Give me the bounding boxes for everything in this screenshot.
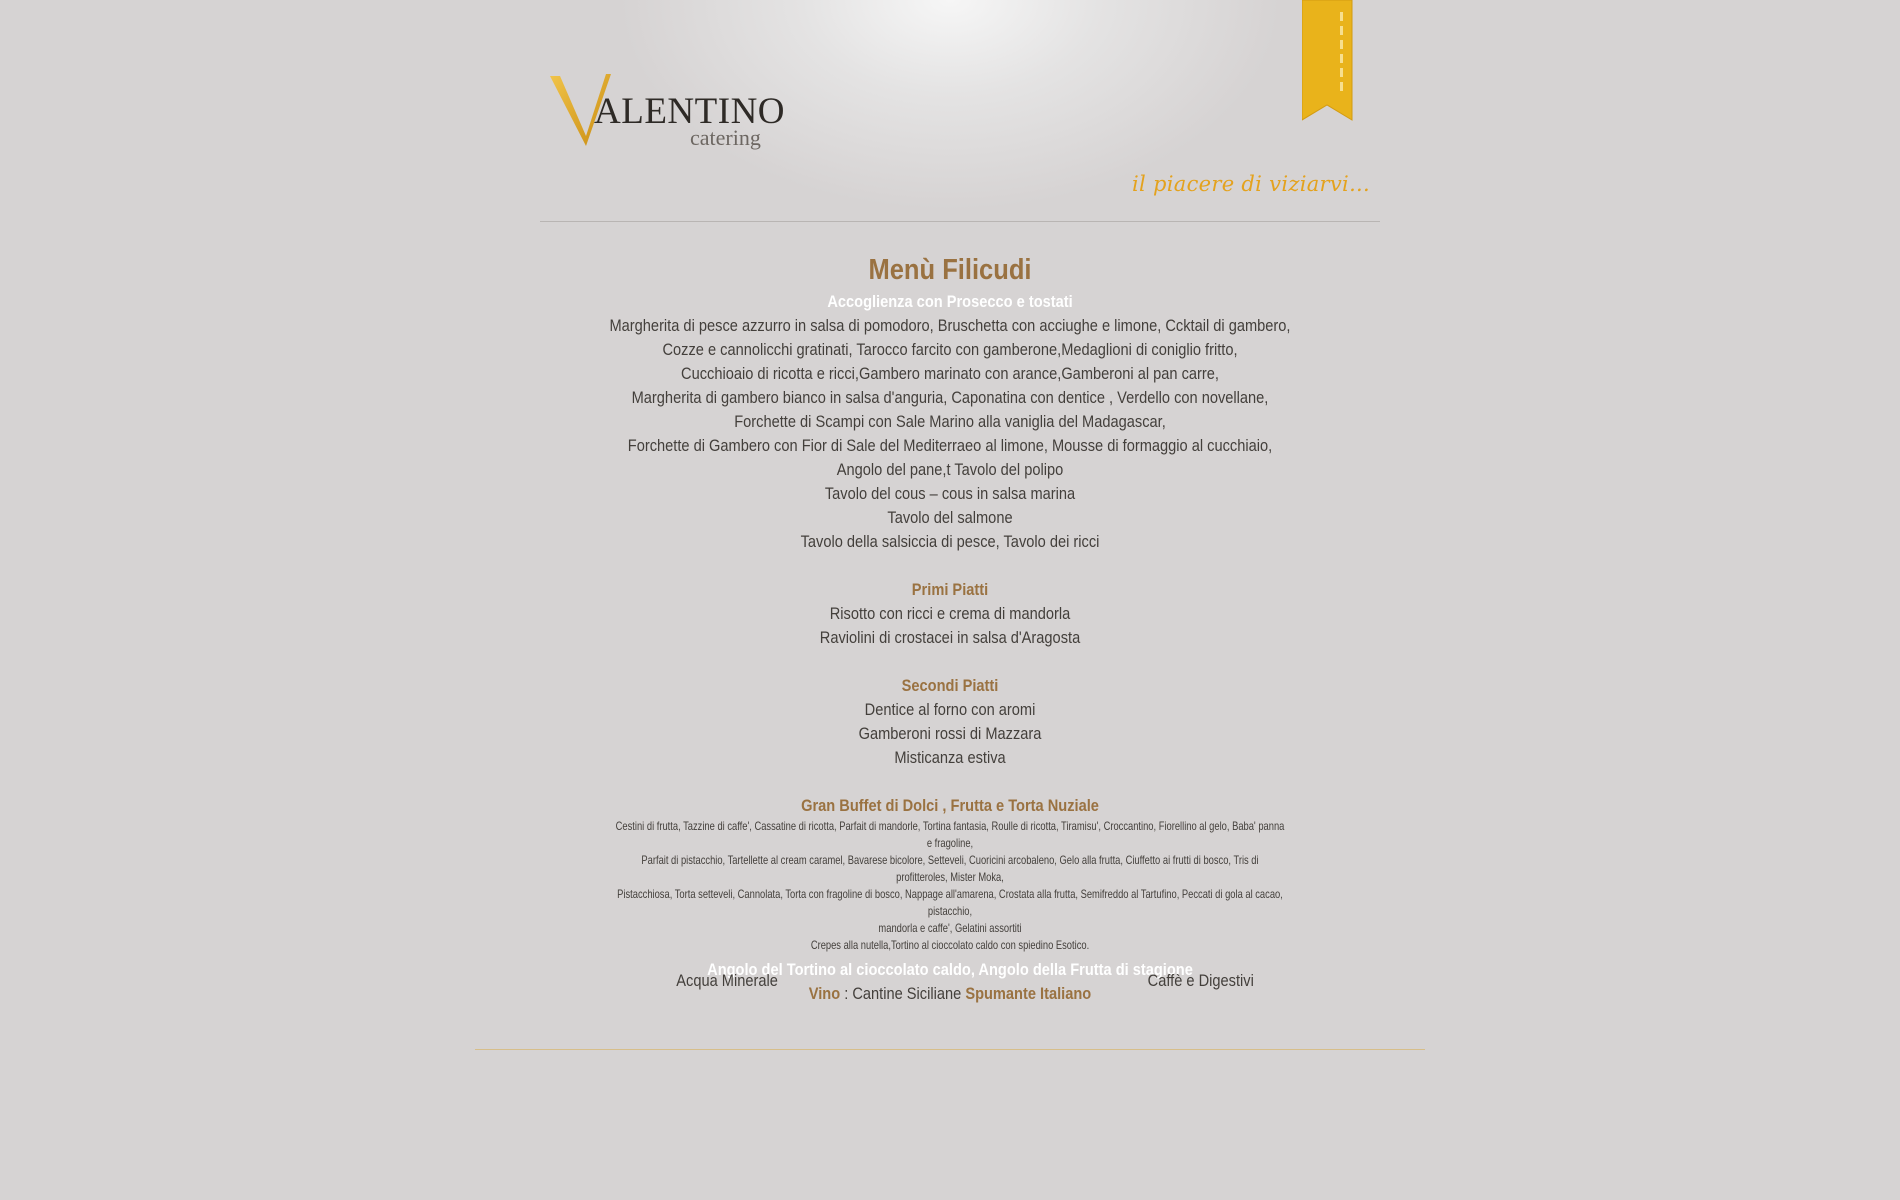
secondo-item: Gamberoni rossi di Mazzara [858, 724, 1042, 743]
menu-content [540, 250, 1360, 1006]
welcome-line: Accoglienza con Prosecco e tostati [827, 292, 1073, 311]
spacer [540, 770, 1360, 794]
logo-subtitle: catering [690, 125, 761, 150]
secondi-list [540, 698, 1360, 770]
vino-label: Vino [808, 984, 841, 1003]
antipasto-item: Forchette di Gambero con Fior di Sale del Mediterraeo al limone, Mousse di formaggio al cucchiaio, [627, 436, 1273, 455]
buffet-item: Parfait di pistacchio, Tartellette al cream caramel, Bavarese bicolore, Setteveli, Cuoricini arcobaleno, Gelo alla frutta, Ciuffetto ai frutti di bosco, Tris di profitteroles, Mister Moka, [641, 853, 1259, 884]
header-divider [540, 221, 1380, 222]
antipasti-list [540, 314, 1360, 554]
buffet-item: Cestini di frutta, Tazzine di caffe', Cassatine di ricotta, Parfait di mandorle, Tortina fantasia, Roulle di ricotta, Tiramisu', Croccantino, Fiorellino al gelo, Baba' panna e fragoline, [615, 819, 1285, 850]
bookmark-ribbon-icon [1302, 0, 1354, 125]
water-item: Acqua Minerale [676, 971, 778, 990]
antipasto-item: Cozze e cannolicchi gratinati, Tarocco farcito con gamberone,Medaglioni di coniglio fritto, [662, 340, 1238, 359]
spumante-label: Spumante Italiano [965, 984, 1092, 1003]
antipasto-item: Forchette di Scampi con Sale Marino alla vaniglia del Madagascar, [734, 412, 1166, 431]
antipasto-item: Tavolo del cous – cous in salsa marina [824, 484, 1076, 503]
primo-item: Risotto con ricci e crema di mandorla [829, 604, 1071, 623]
buffet-list [540, 818, 1360, 954]
antipasto-item: Angolo del pane,t Tavolo del polipo [836, 460, 1064, 479]
logo-graphic [548, 68, 808, 158]
spacer [540, 650, 1360, 674]
antipasto-item: Cucchioaio di ricotta e ricci,Gambero marinato con arance,Gamberoni al pan carre, [681, 364, 1219, 383]
primi-heading: Primi Piatti [911, 580, 989, 599]
primo-item: Raviolini di crostacei in salsa d'Aragosta [819, 628, 1081, 647]
logo-name: ALENTINO [594, 91, 786, 132]
spacer [540, 554, 1360, 578]
footer-divider [475, 1049, 1425, 1050]
antipasto-item: Tavolo del salmone [887, 508, 1013, 527]
primi-list [540, 602, 1360, 650]
secondo-item: Dentice al forno con aromi [864, 700, 1036, 719]
antipasto-item: Margherita di pesce azzurro in salsa di pomodoro, Bruschetta con acciughe e limone, Ccktail di gambero, [609, 316, 1291, 335]
buffet-item: Crepes alla nutella,Tortino al cioccolato caldo con spiedino Esotico. [810, 938, 1090, 952]
secondi-heading: Secondi Piatti [901, 676, 999, 695]
coffee-item: Caffè e Digestivi [1147, 971, 1254, 990]
vino-text: : Cantine Siciliane [840, 984, 966, 1003]
menu-title: Menù Filicudi [868, 254, 1032, 286]
buffet-item: mandorla e caffe', Gelatini assortiti [878, 921, 1022, 935]
antipasto-item: Tavolo della salsiccia di pesce, Tavolo dei ricci [800, 532, 1100, 551]
buffet-heading: Gran Buffet di Dolci , Frutta e Torta Nuziale [801, 796, 1099, 815]
brand-logo[interactable] [548, 68, 808, 158]
antipasto-item: Margherita di gambero bianco in salsa d'anguria, Caponatina con dentice , Verdello con novellane, [631, 388, 1269, 407]
secondo-item: Misticanza estiva [894, 748, 1006, 767]
buffet-item: Pistacchiosa, Torta setteveli, Cannolata, Torta con fragoline di bosco, Nappage all'amarena, Crostata alla frutta, Semifreddo al Tartufino, Peccati di gola al cacao, pistacchio, [617, 887, 1283, 918]
tagline: il piacere di viziarvi... [1132, 172, 1370, 196]
angolo-line: Angolo del Tortino al cioccolato caldo, Angolo della Frutta di stagione [707, 960, 1193, 979]
